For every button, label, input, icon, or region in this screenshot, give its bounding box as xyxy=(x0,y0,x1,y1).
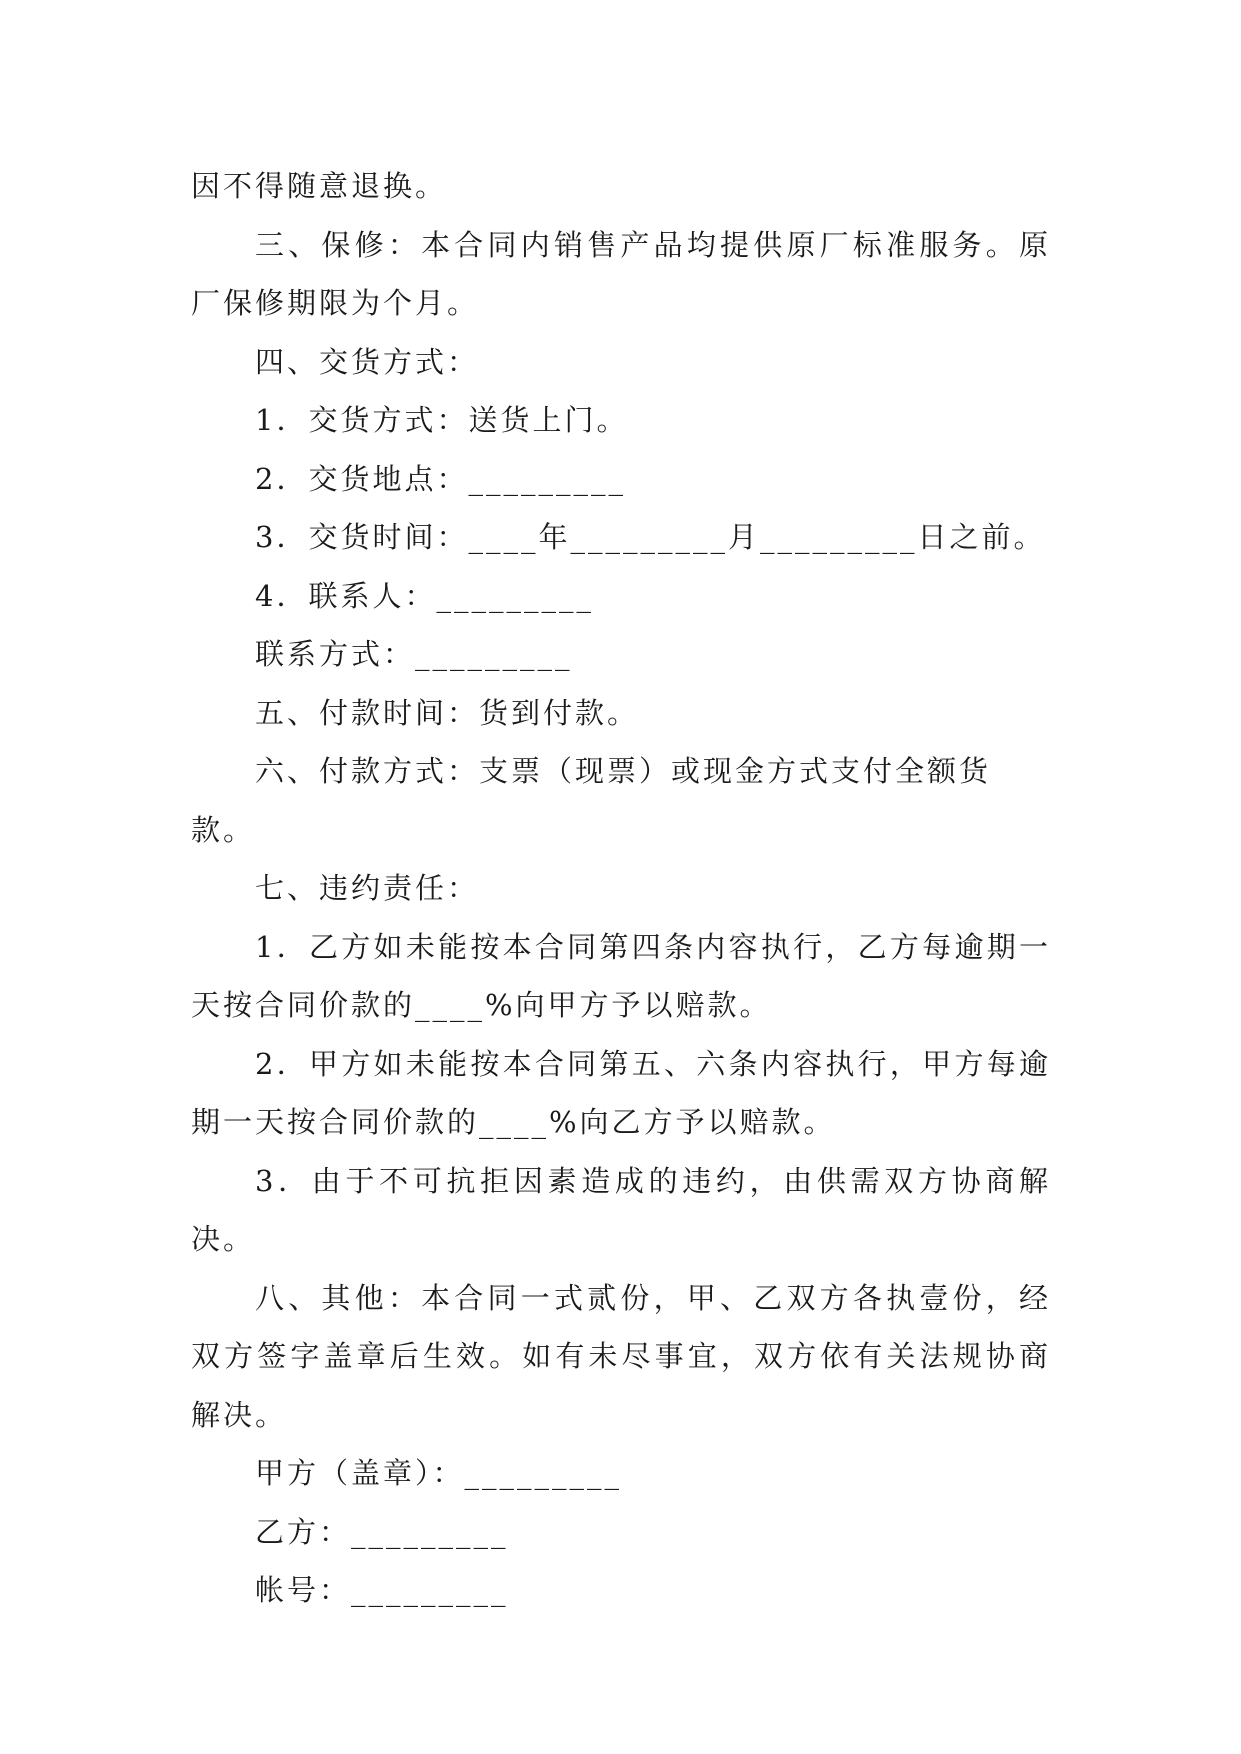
paragraph-liability-heading: 七、违约责任： xyxy=(255,871,480,905)
paragraph-warranty: 三、保修：本合同内销售产品均提供原厂标准服务。原厂保修期限为个月。 xyxy=(191,227,1051,320)
contract-body xyxy=(191,157,1051,1620)
paragraph-party-a-seal: 甲方（盖章）：_________ xyxy=(255,1456,623,1490)
paragraph-delivery-method: 1．交货方式：送货上门。 xyxy=(255,403,629,437)
paragraph-delivery-location: 2．交货地点：_________ xyxy=(255,461,626,496)
paragraph-delivery-heading: 四、交货方式： xyxy=(255,344,480,379)
paragraph-payment-time: 五、付款时间：货到付款。 xyxy=(255,695,640,730)
paragraph-liability-party-b: 1．乙方如未能按本合同第四条内容执行，乙方每逾期一天按合同价款的____%向甲方予以赔款。 xyxy=(191,929,1051,1022)
paragraph-force-majeure: 3．由于不可抗拒因素造成的违约，由供需双方协商解决。 xyxy=(191,1163,1051,1256)
paragraph-party-b: 乙方：_________ xyxy=(255,1514,509,1549)
paragraph-delivery-time: 3．交货时间：____年_________月_________日之前。 xyxy=(255,520,1046,554)
paragraph-contact-method: 联系方式：_________ xyxy=(255,637,573,671)
paragraph-payment-method: 六、付款方式：支票（现票）或现金方式支付全额货款。 xyxy=(191,754,992,847)
paragraph-account-number: 帐号：_________ xyxy=(255,1573,509,1607)
paragraph-return-policy-end: 因不得随意退换。 xyxy=(191,169,448,203)
paragraph-contact-person: 4．联系人：_________ xyxy=(255,578,594,613)
paragraph-liability-party-a: 2．甲方如未能按本合同第五、六条内容执行，甲方每逾期一天按合同价款的____%向乙方予以赔款。 xyxy=(191,1046,1051,1139)
paragraph-other-terms: 八、其他：本合同一式贰份，甲、乙双方各执壹份，经双方签字盖章后生效。如有未尽事宜，双方依有关法规协商解决。 xyxy=(191,1280,1051,1432)
